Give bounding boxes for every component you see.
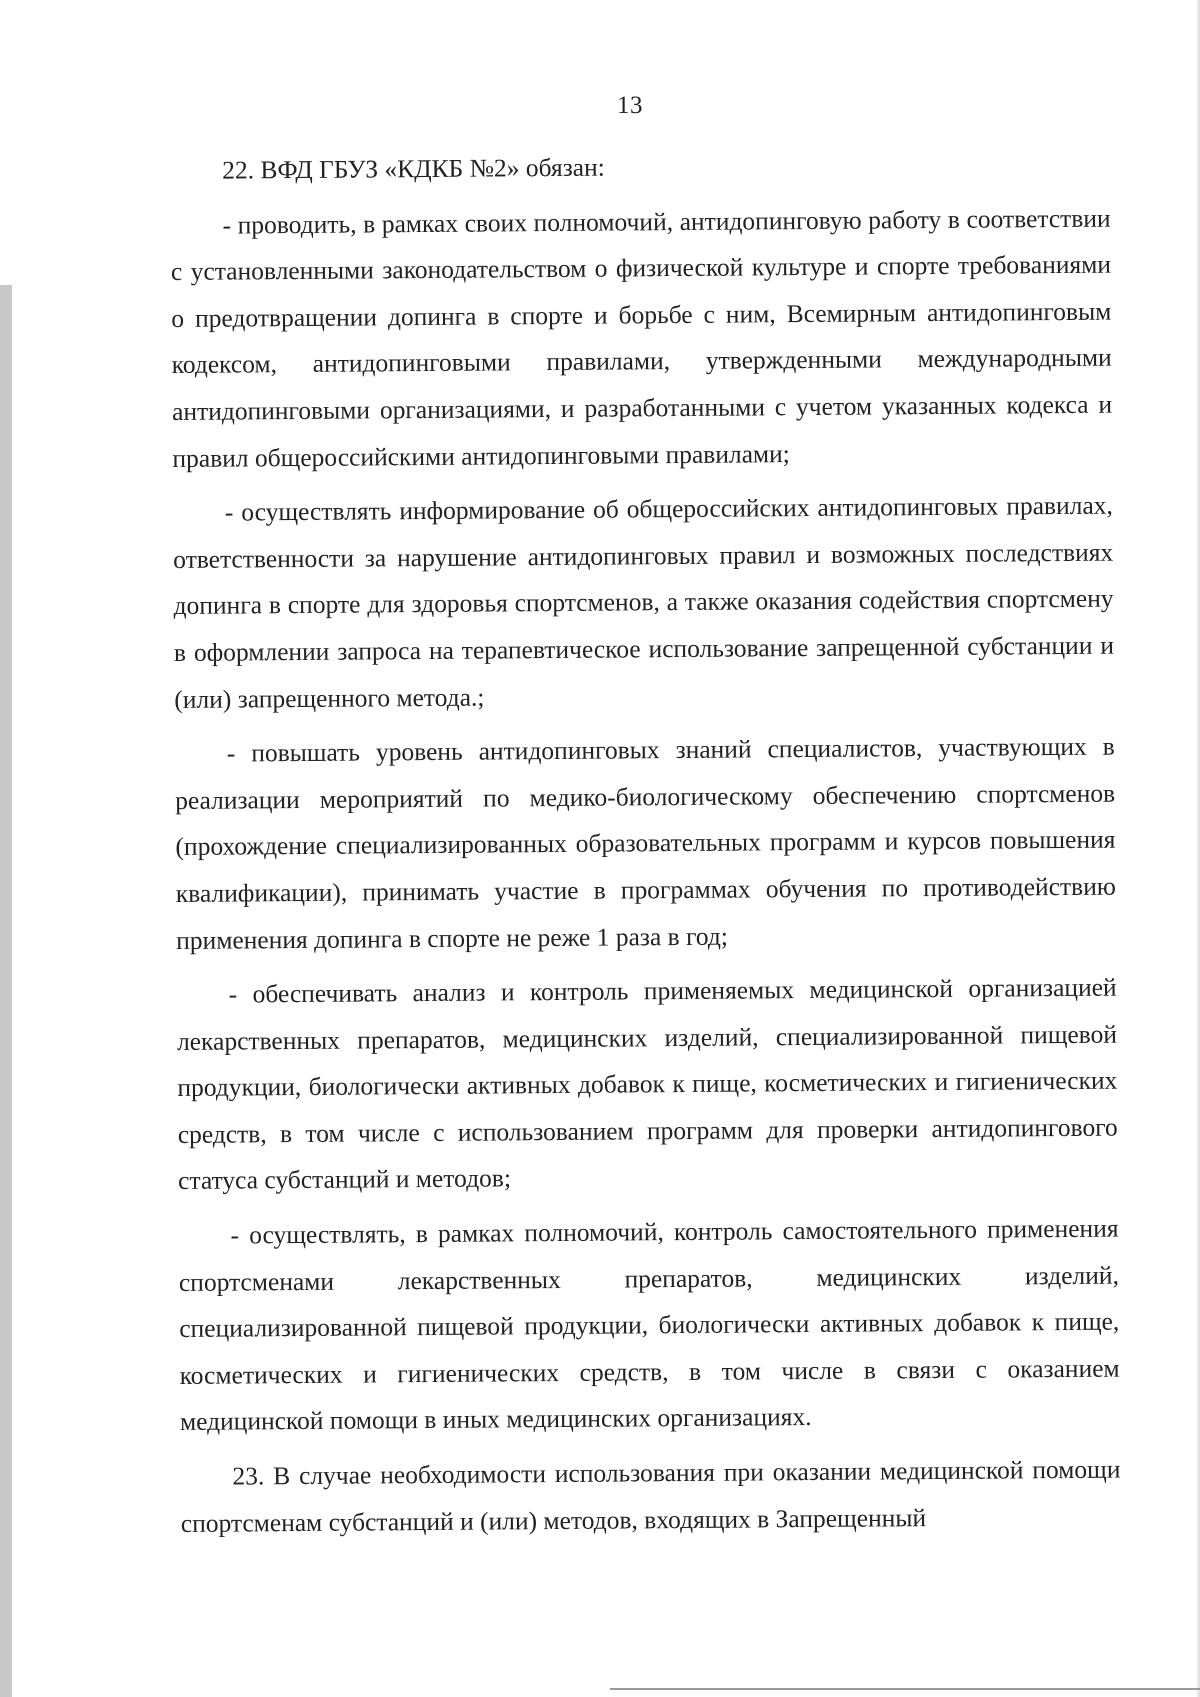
page-number: 13 — [617, 92, 643, 119]
paragraph-analysis-control: - обеспечивать анализ и контроль применяемых медицинской организацией лекарственных препаратов, медицинских изделий, специализированной пищевой продукции, биологически активных добавок к пище, косметических и гигиенических средств, в том числе с использованием программ для проверки антидопингового статуса субстанций и методов; — [176, 972, 1118, 1196]
paragraph-self-use-control: - осуществлять, в рамках полномочий, контроль самостоятельного применения спортсменами лекарственных препаратов, медицинских изделий, специализированной пищевой продукции, биологически активных добавок к пище, косметических и гигиенических средств, в том числе в связи с оказанием медицинской помощи в иных медицинских организациях. — [178, 1213, 1120, 1437]
paragraph-informing: - осуществлять информирование об общероссийских антидопинговых правилах, ответственности за нарушение антидопинговых правил и возможных последствиях допинга в спорте для здоровья спортсменов, а также оказания содействия спортсмену в оформлении запроса на терапевтическое использование запрещенной субстанции и (или) запрещенного метода.; — [173, 490, 1115, 714]
document-body — [170, 141, 1121, 1556]
scan-right-edge — [1196, 0, 1200, 1697]
section-heading: 22. ВФД ГБУЗ «КДКБ №2» обязан: — [222, 152, 605, 185]
scan-edge-shadow — [0, 285, 12, 1697]
paragraph-knowledge-level: - повышать уровень антидопинговых знаний специалистов, участвующих в реализации мероприятий по медико-биологическому обеспечению спортсменов (прохождение специализированных образовательных программ и курсов повышения квалификации), принимать участие в программах обучения по противодействию применения допинга в спорте не реже 1 раза в год; — [175, 731, 1116, 955]
paragraph-section-23: 23. В случае необходимости использования при оказании медицинской помощи спортсменам субстанций и (или) методов, входящих в Запрещенный — [180, 1454, 1121, 1538]
paragraph-antidoping-work: - проводить, в рамках своих полномочий, антидопинговую работу в соответствии с установленными законодательством о физической культуре и спорте требованиями о предотвращении допинга в спорте и борьбе с ним, Всемирным антидопинговым кодексом, антидопинговыми правилами, утвержденными международными антидопинговыми организациями, и разработанными с учетом указанных кодекса и правил общероссийскими антидопинговыми правилами; — [170, 203, 1113, 473]
scan-bottom-line — [610, 1688, 1200, 1690]
